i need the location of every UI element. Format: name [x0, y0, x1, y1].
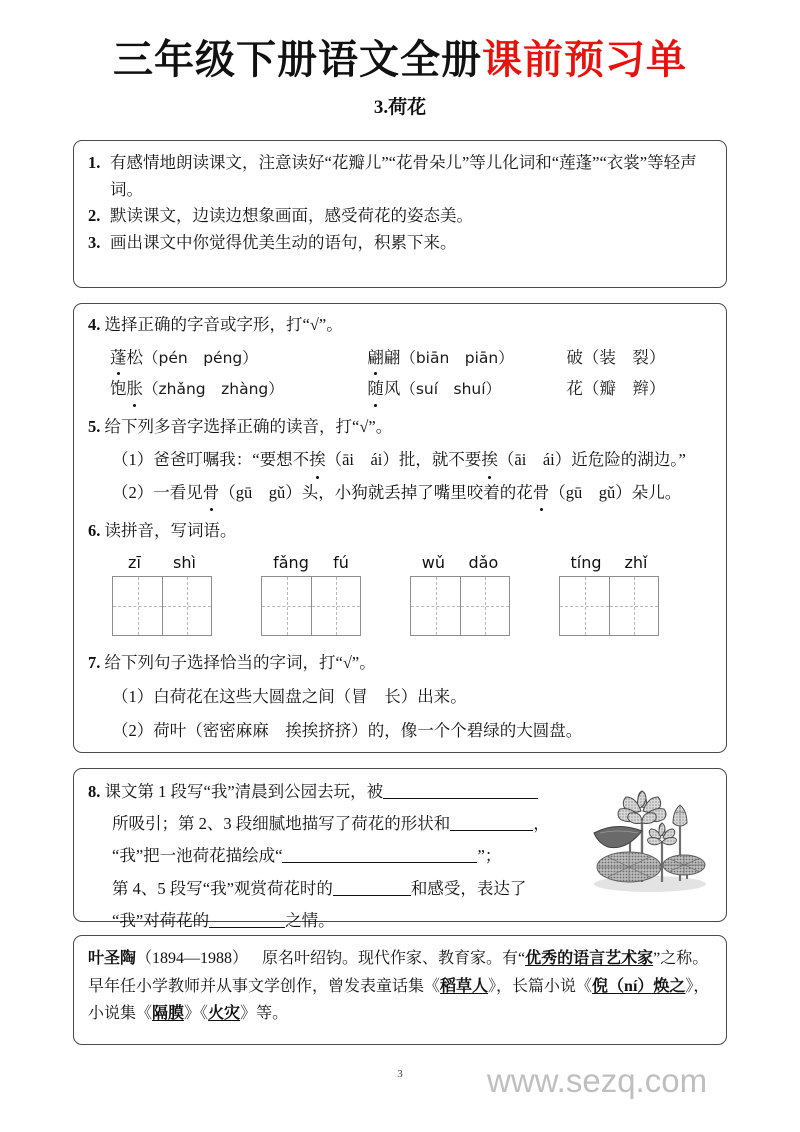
q6-cell-4b[interactable] [609, 577, 658, 635]
q7-sentence-1[interactable]: （1）白荷花在这些大圆盘之间（冒 长）出来。 [112, 686, 467, 706]
author-seg-3: 》，长篇小说《 [488, 977, 593, 995]
question-4 [88, 312, 712, 339]
q5-sentence-1[interactable] [88, 447, 712, 474]
author-work-4: 火灾 [208, 1005, 241, 1023]
q8-blank-1[interactable] [383, 782, 538, 800]
q6-tianzige-3[interactable] [410, 576, 510, 636]
author-bio-text [88, 945, 712, 1028]
q6-pinyin-4-syll-2: zhǐ [624, 553, 648, 573]
q6-cell-1a[interactable] [113, 577, 162, 635]
comprehension-box [73, 768, 727, 930]
q4-r1-c3-char: 破 [566, 347, 583, 367]
objective-2-number: 2. [88, 206, 101, 226]
q8-line-4 [88, 873, 593, 905]
q5-s1-mid: （āi ái）批，就不要 [325, 449, 482, 469]
q4-r1-choice-2[interactable] [367, 346, 566, 371]
author-seg-1: 原名叶绍钧。现代作家、教育家。有“ [262, 950, 526, 967]
author-work-2: 倪（ní）焕之 [592, 977, 686, 995]
q5-s1-pre: （1）爸爸叮嘱我：“要想不 [112, 449, 310, 469]
q6-cell-4a[interactable] [560, 577, 609, 635]
q6-cell-3a[interactable] [411, 577, 460, 635]
q6-grid-group-4 [559, 553, 659, 636]
q4-r1-c1-options: （pén péng） [143, 348, 258, 367]
author-work-3: 隔膜 [152, 1005, 185, 1023]
q7-sentence-2[interactable]: （2）荷叶（密密麻麻 挨挨挤挤）的，像一个个碧绿的大圆盘。 [112, 720, 583, 740]
question-8 [88, 776, 593, 937]
q6-cell-2b[interactable] [311, 577, 360, 635]
q6-tianzige-1[interactable] [112, 576, 212, 636]
q4-r1-c2-dotted-char: 翩 [367, 346, 384, 371]
objective-1-text: 有感情地朗读课文，注意读好“花瓣儿”“花骨朵儿”等儿化词和“莲蓬”“衣裳”等轻声词。 [110, 153, 697, 199]
q8-line5-text: “我”对荷花的 [112, 910, 210, 930]
q5-s1-post: （āi ái）近危险的湖边。” [497, 449, 686, 469]
q8-number: 8. [88, 782, 101, 801]
q8-line4-tail: 和感受，表达了 [410, 878, 527, 898]
q8-line-5 [88, 905, 593, 937]
q8-line2-text: 所吸引；第 2、3 段细腻地描写了荷花的形状和 [112, 814, 451, 834]
q8-line5-tail: 之情。 [285, 910, 335, 930]
q4-r2-choice-2[interactable] [367, 377, 566, 402]
q8-line-2 [88, 808, 593, 840]
objective-item-1 [88, 150, 712, 203]
q6-pinyin-1 [112, 553, 212, 572]
q6-pinyin-4 [559, 553, 659, 572]
q8-line3-tail: ”； [477, 846, 502, 866]
q4-r2-c3-char: 花 [566, 379, 583, 399]
q5-prompt: 给下列多音字选择正确的读音，打“√”。 [104, 417, 393, 437]
q4-r1-choice-3[interactable] [566, 346, 712, 371]
q6-tianzige-2[interactable] [261, 576, 361, 636]
q6-tianzige-4[interactable] [559, 576, 659, 636]
q4-prompt: 选择正确的字音或字形，打“√”。 [104, 315, 343, 334]
lesson-subtitle: 3.荷花 [373, 97, 427, 118]
question-5 [88, 414, 712, 441]
objective-3-number: 3. [88, 233, 101, 253]
q6-pinyin-2-syll-1: fǎng [273, 553, 309, 573]
objectives-box [73, 140, 727, 288]
q8-line3-text: “我”把一池荷花描绘成“ [112, 846, 283, 866]
q4-r2-choice-1[interactable] [110, 377, 367, 402]
main-title [0, 38, 800, 82]
q4-number: 4. [88, 315, 101, 334]
q6-pinyin-2 [261, 553, 361, 572]
question-7 [88, 650, 712, 677]
q6-prompt: 读拼音，写词语。 [104, 521, 237, 541]
q6-number: 6. [88, 521, 101, 541]
q4-r1-choice-1[interactable] [110, 346, 367, 371]
main-title-black: 三年级下册语文全册 [113, 37, 482, 82]
q8-line-3 [88, 840, 593, 872]
q5-s2-dotted-char-2: 骨 [533, 480, 550, 507]
objective-1-number: 1. [88, 153, 101, 172]
q6-cell-3b[interactable] [460, 577, 509, 635]
q4-r2-c1-options: （zhǎng zhàng） [143, 380, 284, 399]
q6-pinyin-1-syll-2: shì [173, 553, 196, 573]
author-name: 叶圣陶 [88, 950, 137, 967]
q6-writing-grids [88, 553, 712, 636]
q6-cell-1b[interactable] [162, 577, 211, 635]
q6-pinyin-1-syll-1: zī [128, 553, 141, 573]
author-seg-6: 》等。 [240, 1005, 289, 1023]
q7-prompt: 给下列句子选择恰当的字词，打“√”。 [104, 653, 376, 673]
q8-blank-4[interactable] [333, 878, 411, 896]
q5-s1-dotted-char-2: 挨 [481, 447, 498, 474]
q6-pinyin-3 [410, 553, 510, 572]
author-seg-5: 》《 [184, 1005, 209, 1023]
q5-s2-post: （gū gǔ）朵儿。 [549, 482, 682, 502]
q7-number: 7. [88, 653, 101, 673]
q4-r1-c3-options: （装 裂） [582, 347, 666, 367]
q8-line1-text: 课文第 1 段写“我”清晨到公园去玩，被 [104, 782, 384, 801]
q4-r2-c3-options: （瓣 辫） [582, 379, 666, 399]
q6-grid-group-2 [261, 553, 361, 636]
q6-pinyin-4-syll-1: tíng [570, 553, 602, 573]
q4-row-2 [88, 377, 712, 402]
q4-r2-c1-char1: 饱 [110, 379, 127, 399]
q6-pinyin-3-syll-2: dǎo [468, 553, 499, 573]
q5-s2-mid: （gū gǔ）头，小狗就丢掉了嘴里咬着的花 [219, 482, 533, 502]
author-seg-2: ”之称。早年任小学教师并从事文学创作，曾发表童话集《 [88, 950, 709, 995]
q4-r1-c1-dotted-char: 蓬 [110, 346, 127, 371]
q4-r1-c2-char2: 翩 [383, 347, 401, 367]
q8-line-1 [88, 776, 593, 808]
exercises-box [73, 303, 727, 753]
q6-grid-group-3 [410, 553, 510, 636]
q4-r1-c2-options: （biān piān） [400, 348, 514, 367]
q6-pinyin-3-syll-1: wǔ [421, 553, 445, 573]
q4-r2-choice-3[interactable] [566, 377, 712, 402]
page-title [0, 0, 800, 119]
author-seg-4: 》，小说集《 [88, 977, 710, 1023]
page-number: 3 [397, 1068, 403, 1080]
q5-s2-dotted-char-1: 骨 [203, 480, 220, 507]
q4-r1-c1-char2: 松 [126, 347, 143, 367]
q4-r2-c1-dotted-char: 胀 [127, 377, 144, 402]
watermark: www.sezq.com [487, 1062, 708, 1099]
author-years: （1894—1988） [136, 950, 249, 967]
q5-sentence-2[interactable] [88, 480, 712, 507]
author-highlight-1: 优秀的语言艺术家 [525, 950, 654, 967]
q8-line4-text: 第 4、5 段写“我”观赏荷花时的 [112, 878, 333, 898]
q4-r2-c2-char2: 风 [383, 379, 401, 399]
author-bio-box [73, 935, 727, 1045]
q4-r2-c2-dotted-char: 随 [367, 377, 384, 402]
q4-row-1 [88, 346, 712, 371]
q5-number: 5. [88, 417, 101, 437]
q8-blank-3[interactable] [282, 846, 477, 864]
objective-item-2 [88, 203, 712, 230]
main-title-red: 课前预习单 [482, 37, 687, 82]
objective-item-3 [88, 230, 712, 257]
lotus-illustration-icon [586, 783, 712, 895]
q5-s2-pre: （2）一看见 [112, 482, 203, 502]
q5-s1-dotted-char-1: 挨 [309, 447, 326, 474]
q6-pinyin-2-syll-2: fú [333, 553, 349, 573]
q8-blank-2[interactable] [450, 814, 533, 832]
q8-blank-5[interactable] [209, 910, 285, 928]
objective-2-text: 默读课文，边读边想象画面，感受荷花的姿态美。 [110, 206, 473, 226]
q8-line2-tail: ， [533, 814, 550, 834]
q6-grid-group-1 [112, 553, 212, 636]
question-6 [88, 518, 712, 545]
q4-r2-c2-options: （suí shuí） [400, 380, 502, 399]
q6-cell-2a[interactable] [262, 577, 311, 635]
author-work-1: 稻草人 [440, 977, 489, 995]
objective-3-text: 画出课文中你觉得优美生动的语句，积累下来。 [110, 233, 457, 253]
